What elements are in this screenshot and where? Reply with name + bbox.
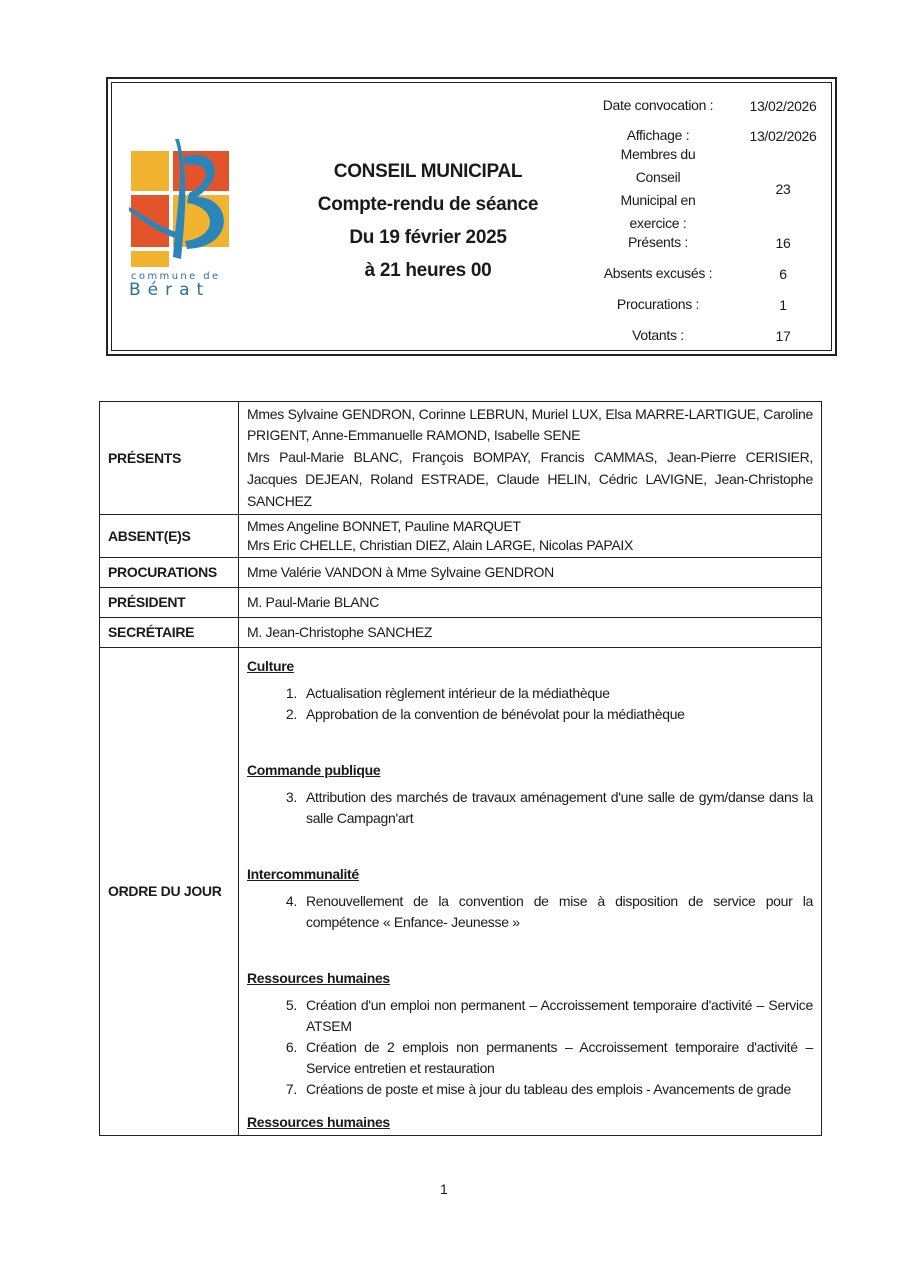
item-number: 7. (285, 1081, 297, 1097)
agenda-item (271, 787, 813, 829)
stat-label: Absents excusés : (603, 265, 713, 281)
stat-value: 13/02/2026 (749, 127, 817, 144)
absents-women: Mmes Angeline BONNET, Pauline MARQUET (247, 518, 521, 534)
stat-value: 17 (775, 327, 791, 344)
agenda-item (271, 891, 813, 933)
item-number: 6. (285, 1039, 297, 1055)
item-text: Création de 2 emplois non permanents – Accroissement temporaire d'activité – Service entretien et restauration (306, 1039, 813, 1076)
stat-value: 6 (779, 265, 787, 282)
row-value (239, 402, 822, 515)
stat-label: Membres du Conseil Municipal en exercice : (620, 146, 696, 231)
table-row-procurations (100, 558, 822, 588)
row-label: SECRÉTAIRE (100, 618, 239, 648)
table-row-president (100, 588, 822, 618)
agenda-section-title: Culture (247, 658, 294, 674)
row-label: ABSENT(E)S (100, 515, 239, 558)
row-label: ORDRE DU JOUR (100, 648, 239, 1136)
page-number: 1 (440, 1181, 448, 1197)
agenda-item (271, 1037, 813, 1079)
stat-value: 13/02/2026 (749, 97, 817, 114)
item-text: Attribution des marchés de travaux aménagement d'une salle de gym/danse dans la salle Campagn'art (306, 789, 813, 826)
row-value: M. Paul-Marie BLANC (239, 588, 822, 618)
agenda-section-title: Commande publique (247, 762, 381, 778)
document-title (293, 155, 563, 287)
table-row-secretaire (100, 618, 822, 648)
title-line: Du 19 février 2025 (349, 227, 507, 248)
title-line: à 21 heures 00 (364, 260, 492, 281)
row-value: Mme Valérie VANDON à Mme Sylvaine GENDRON (239, 558, 822, 588)
item-text: Création d'un emploi non permanent – Accroissement temporaire d'activité – Service ATSEM (306, 997, 813, 1034)
title-line: CONSEIL MUNICIPAL (333, 161, 523, 182)
stat-label: Présents : (627, 234, 689, 250)
table-row-presents (100, 402, 822, 515)
session-stats (578, 91, 828, 351)
agenda-section-title: Ressources humaines (247, 970, 390, 986)
presents-women: Mmes Sylvaine GENDRON, Corinne LEBRUN, Muriel LUX, Elsa MARRE-LARTIGUE, Caroline PRIGENT, Anne-Emmanuelle RAMOND, Isabelle SENE (247, 406, 813, 443)
agenda-item (271, 704, 813, 725)
table-row-ordre-du-jour (100, 648, 822, 1136)
item-text: Approbation de la convention de bénévolat pour la médiathèque (306, 706, 685, 722)
row-label: PRÉSENTS (100, 402, 239, 515)
item-number: 3. (285, 789, 297, 805)
agenda-section-title: Ressources humaines (247, 1114, 390, 1130)
agenda (239, 648, 822, 1136)
row-value: M. Jean-Christophe SANCHEZ (239, 618, 822, 648)
row-label: PRÉSIDENT (100, 588, 239, 618)
stat-value: 1 (779, 296, 787, 313)
row-value (239, 515, 822, 558)
item-text: Renouvellement de la convention de mise à disposition de service pour la compétence « Enfance- Jeunesse » (306, 893, 813, 930)
item-text: Actualisation règlement intérieur de la médiathèque (306, 685, 610, 701)
table-row-absents (100, 515, 822, 558)
stat-label: Procurations : (616, 296, 700, 312)
agenda-section-title: Intercommunalité (247, 866, 359, 882)
commune-logo (127, 137, 237, 297)
session-table (99, 401, 822, 1136)
stat-label: Affichage : (626, 127, 690, 143)
presents-men: Mrs Paul-Marie BLANC, François BOMPAY, Francis CAMMAS, Jean-Pierre CERISIER, Jacques DEJEAN, Roland ESTRADE, Claude HELIN, Cédric LAVIGNE, Jean-Christophe SANCHEZ (247, 449, 813, 509)
header-box (106, 77, 837, 356)
row-label: PROCURATIONS (100, 558, 239, 588)
item-number: 1. (285, 685, 297, 701)
item-number: 5. (285, 997, 297, 1013)
item-number: 2. (285, 706, 297, 722)
agenda-item (271, 995, 813, 1037)
stat-value: 16 (775, 234, 791, 251)
agenda-item (271, 1079, 813, 1100)
item-number: 4. (285, 893, 297, 909)
absents-men: Mrs Eric CHELLE, Christian DIEZ, Alain LARGE, Nicolas PAPAIX (247, 537, 634, 553)
item-text: Créations de poste et mise à jour du tableau des emplois - Avancements de grade (306, 1081, 792, 1097)
logo-text-berat: Bérat (129, 280, 211, 297)
title-line: Compte-rendu de séance (317, 194, 539, 215)
stat-label: Date convocation : (602, 97, 714, 113)
stat-value: 23 (775, 181, 791, 197)
stat-label: Votants : (632, 327, 684, 343)
logo-text-commune: commune de (131, 271, 221, 282)
agenda-item (271, 683, 813, 704)
